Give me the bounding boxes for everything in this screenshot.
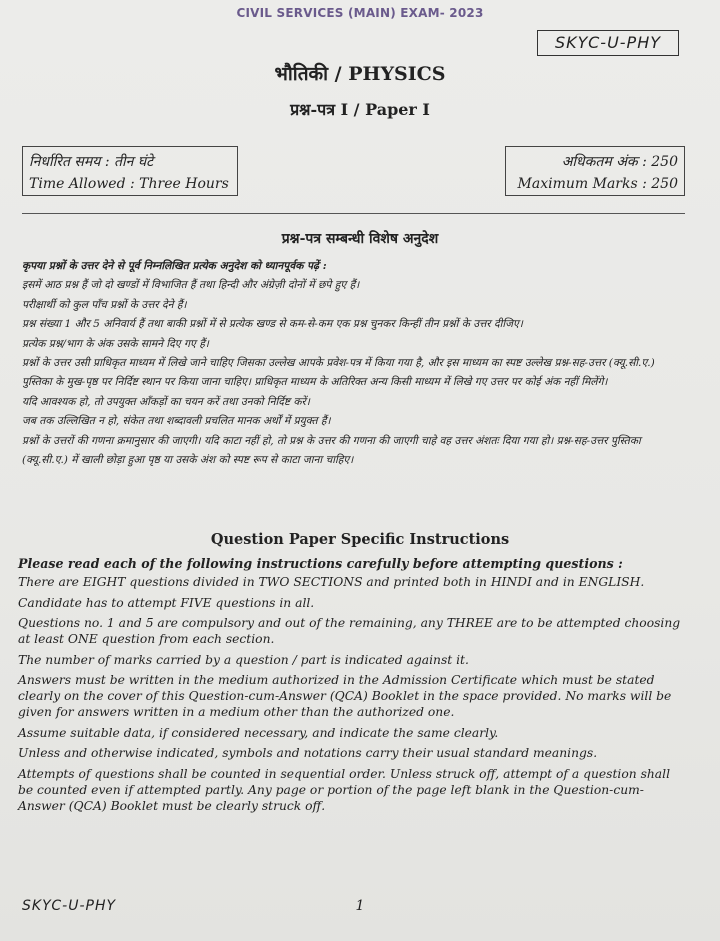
english-item: Questions no. 1 and 5 are compulsory and out of the remaining, any THREE are to be attempted choosing at least ONE question from each section. — [18, 616, 681, 646]
hindi-instructions-list — [22, 257, 686, 470]
english-item: Attempts of questions shall be counted in sequential order. Unless struck off, attempt of a question shall be counted even if attempted partly. Any page or portion of the page left blank in the Question-cum-Answer (QCA) Booklet must be clearly struck off. — [18, 766, 671, 813]
hindi-item: प्रश्न संख्या 1 और 5 अनिवार्य हैं तथा बाकी प्रश्नों में से प्रत्येक खण्ड से कम-से-कम एक प्रश्न चुनकर किन्हीं तीन प्रश्नों के उत्तर दीजिए। — [22, 318, 523, 331]
time-allowed-english: Time Allowed : Three Hours — [29, 176, 229, 192]
english-item: Assume suitable data, if considered necessary, and indicate the same clearly. — [18, 725, 499, 740]
hindi-item: यदि आवश्यक हो, तो उपयुक्त आँकड़ों का चयन करें तथा उनको निर्दिष्ट करें। — [22, 395, 310, 408]
english-item: The number of marks carried by a question / part is indicated against it. — [18, 652, 469, 667]
english-instructions-heading: Question Paper Specific Instructions — [210, 531, 510, 548]
english-item: Answers must be written in the medium authorized in the Admission Certificate which must be stated clearly on the cover of this Question-cum-Answer (QCA) Booklet in the space provided. No marks will be given for answers written in a medium other than the authorized one. — [18, 673, 672, 719]
maximum-marks-english: Maximum Marks : 250 — [517, 176, 678, 192]
paper-number: प्रश्न-पत्र I / Paper I — [290, 100, 430, 119]
time-allowed-hindi: निर्धारित समय : तीन घंटे — [29, 154, 154, 170]
hindi-item: इसमें आठ प्रश्न हैं जो दो खण्डों में विभाजित हैं तथा हिन्दी और अंग्रेज़ी दोनों में छपे हुए हैं। — [22, 279, 360, 292]
footer-paper-code: SKYC-U-PHY — [22, 898, 117, 914]
divider — [22, 213, 685, 214]
hindi-item: प्रत्येक प्रश्न/भाग के अंक उसके सामने दिए गए हैं। — [22, 337, 209, 350]
time-allowed-box — [22, 146, 238, 196]
english-lead: Please read each of the following instructions carefully before attempting questions : — [18, 556, 623, 571]
exam-title: CIVIL SERVICES (MAIN) EXAM- 2023 — [236, 6, 484, 20]
maximum-marks-hindi: अधिकतम अंक : 250 — [561, 154, 678, 170]
english-instructions-list — [18, 556, 688, 818]
page-number: 1 — [355, 898, 365, 914]
hindi-item: जब तक उल्लिखित न हो, संकेत तथा शब्दावली प्रचलित मानक अर्थों में प्रयुक्त हैं। — [22, 415, 331, 428]
hindi-item: प्रश्नों के उत्तर उसी प्राधिकृत माध्यम में लिखे जाने चाहिए जिसका उल्लेख आपके प्रवेश-पत्र में किया गया है, और इस माध्यम का स्पष्ट उल्लेख प्रश्न-सह-उत्तर (क्यू.सी.ए.) पुस्तिका के मुख-पृष्ठ पर निर्दिष्ट स्थान पर किया जाना चाहिए। प्राधिकृत माध्यम के अतिरिक्त अन्य किसी माध्यम में लिखे गए उत्तर पर कोई अंक नहीं मिलेंगे। — [22, 357, 655, 389]
hindi-instructions-heading: प्रश्न-पत्र सम्बन्धी विशेष अनुदेश — [281, 231, 439, 247]
english-item: Unless and otherwise indicated, symbols and notations carry their usual standard meanings. — [18, 746, 598, 760]
hindi-item: प्रश्नों के उत्तरों की गणना क्रमानुसार की जाएगी। यदि काटा नहीं हो, तो प्रश्न के उत्तर की गणना की जाएगी चाहे वह उत्तर अंशतः दिया गया हो। प्रश्न-सह-उत्तर पुस्तिका (क्यू.सी.ए.) में खाली छोड़ा हुआ पृष्ठ या उसके अंश को स्पष्ट रूप से काटा जाना चाहिए। — [22, 434, 641, 467]
english-item: There are EIGHT questions divided in TWO SECTIONS and printed both in HINDI and in ENGLISH. — [18, 575, 645, 589]
subject-title: भौतिकी / PHYSICS — [274, 63, 446, 85]
paper-code-box: SKYC-U-PHY — [537, 30, 679, 56]
hindi-item: परीक्षार्थी को कुल पाँच प्रश्नों के उत्तर देने हैं। — [22, 298, 187, 311]
english-item: Candidate has to attempt FIVE questions in all. — [18, 595, 315, 610]
hindi-lead: कृपया प्रश्नों के उत्तर देने से पूर्व निम्नलिखित प्रत्येक अनुदेश को ध्यानपूर्वक पढ़ें : — [22, 260, 327, 272]
maximum-marks-box — [505, 146, 685, 196]
